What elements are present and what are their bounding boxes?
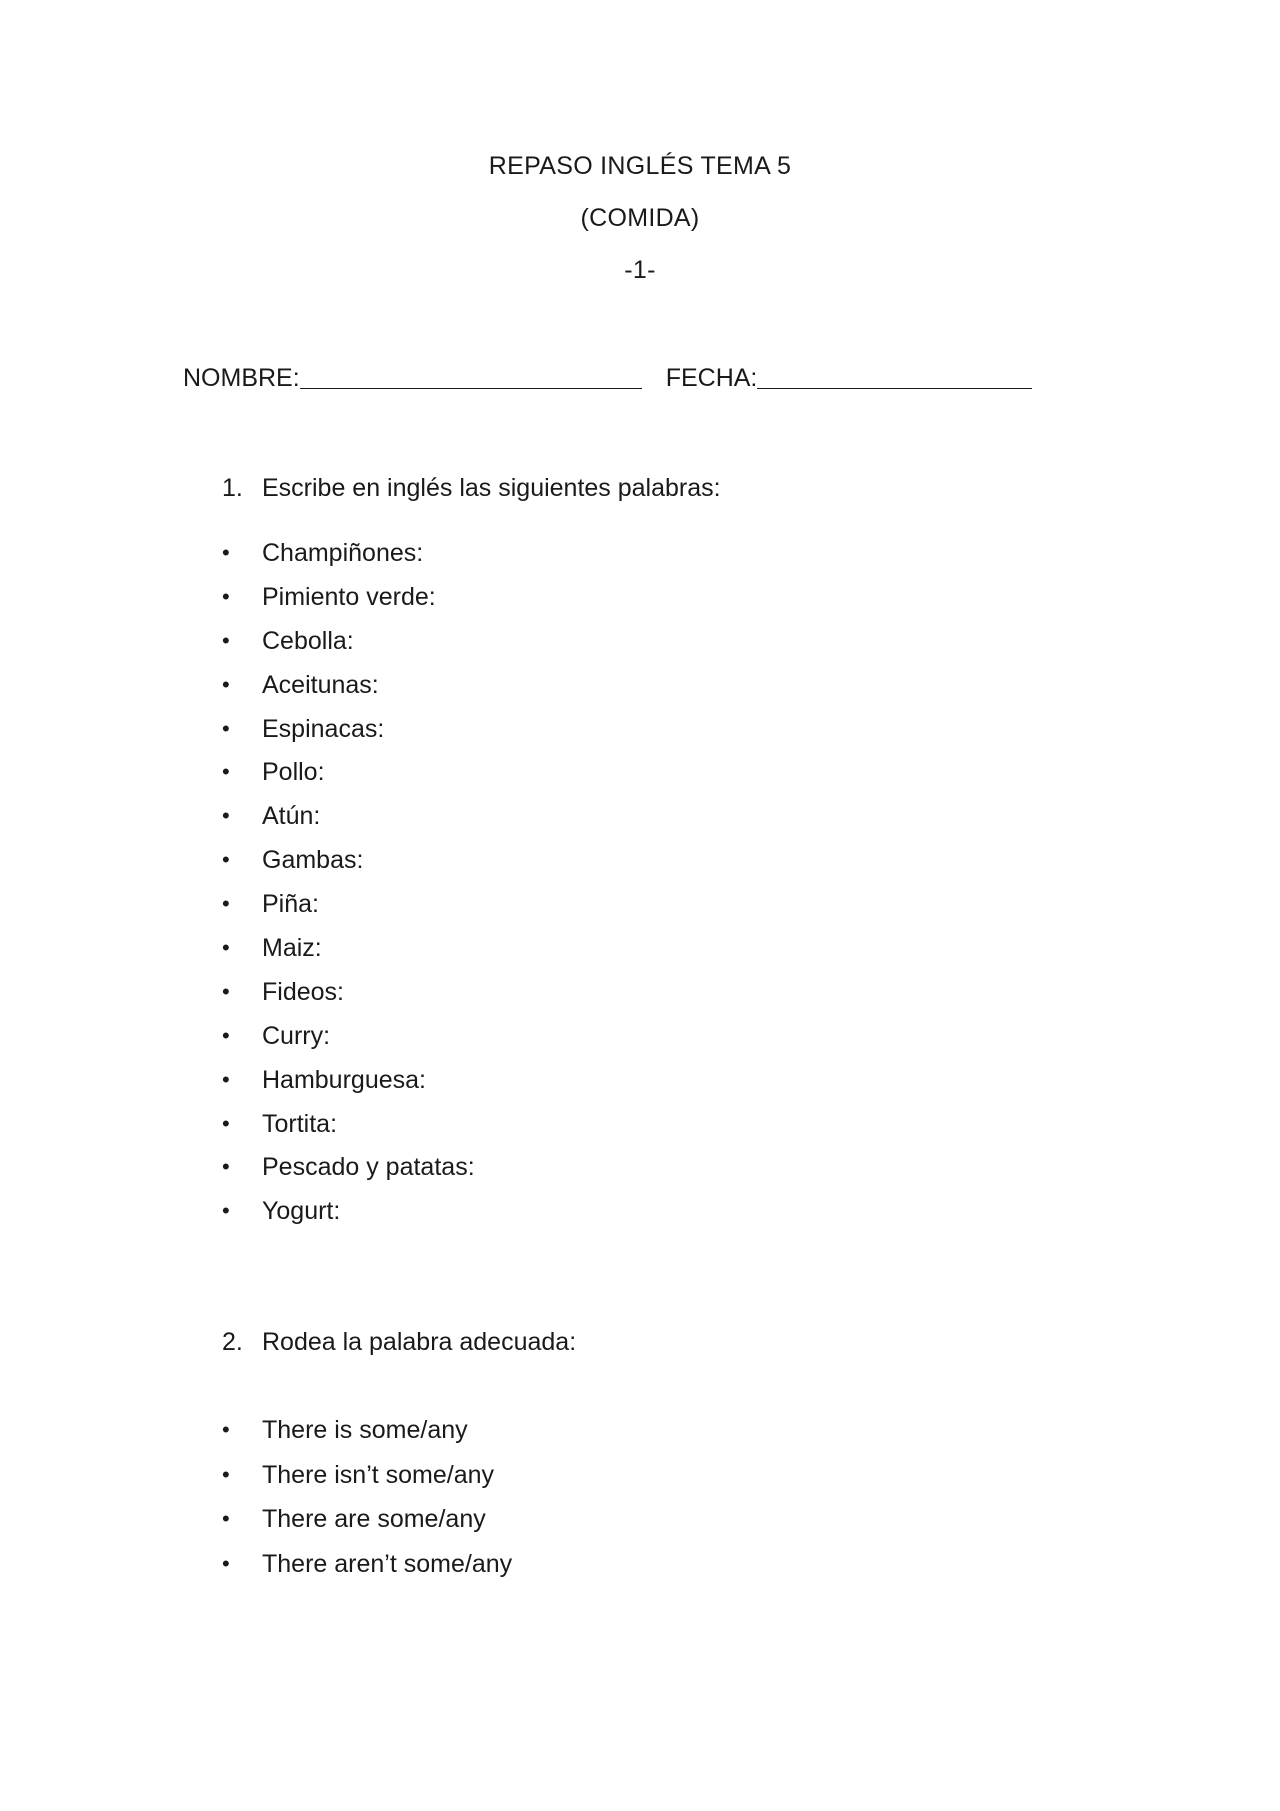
list-item (222, 626, 475, 670)
vocabulary-word: Piña: (262, 890, 319, 919)
question-2-number: 2. (222, 1328, 243, 1356)
bullet-icon: • (222, 715, 230, 741)
list-item (222, 1021, 475, 1065)
list-item (222, 1109, 475, 1153)
vocabulary-word: Espinacas: (262, 714, 385, 743)
vocabulary-word: Cebolla: (262, 626, 354, 655)
list-item (222, 714, 475, 758)
bullet-icon: • (222, 891, 230, 917)
vocabulary-word: Pimiento verde: (262, 582, 436, 611)
bullet-icon: • (222, 627, 230, 653)
bullet-icon: • (222, 803, 230, 829)
name-label: NOMBRE: (183, 364, 300, 392)
bullet-icon: • (222, 935, 230, 961)
grammar-list (222, 1415, 512, 1593)
bullet-icon: • (222, 1110, 230, 1136)
list-item (222, 1549, 512, 1594)
bullet-icon: • (222, 759, 230, 785)
date-blank-line (757, 362, 1032, 389)
list-item (222, 889, 475, 933)
list-item (222, 582, 475, 626)
vocabulary-word: Hamburguesa: (262, 1065, 426, 1094)
bullet-icon: • (222, 847, 230, 873)
list-item (222, 1065, 475, 1109)
list-item (222, 538, 475, 582)
grammar-sentence: There aren’t some/any (262, 1549, 513, 1578)
vocabulary-word: Champiñones: (262, 539, 424, 567)
question-1-instruction: Escribe en inglés las siguientes palabras: (262, 474, 721, 502)
vocabulary-word: Tortita: (262, 1109, 338, 1138)
list-item (222, 801, 475, 845)
list-item (222, 1152, 475, 1196)
bullet-icon: • (222, 583, 230, 609)
list-item (222, 977, 475, 1021)
worksheet-title: REPASO INGLÉS TEMA 5 (488, 152, 792, 180)
bullet-icon: • (222, 1198, 230, 1224)
vocabulary-word: Maiz: (262, 934, 322, 963)
bullet-icon: • (222, 671, 230, 697)
bullet-icon: • (222, 540, 230, 565)
date-label: FECHA: (665, 364, 758, 392)
grammar-sentence: There are some/any (262, 1505, 486, 1533)
bullet-icon: • (222, 1066, 230, 1092)
worksheet-subtitle: (COMIDA) (580, 204, 700, 232)
bullet-icon: • (222, 1417, 230, 1442)
vocabulary-word: Yogurt: (262, 1197, 341, 1226)
vocabulary-word: Pescado y patatas: (262, 1153, 475, 1182)
vocabulary-word: Fideos: (262, 977, 344, 1006)
list-item (222, 757, 475, 801)
student-fields (183, 362, 1032, 393)
vocabulary-word: Aceitunas: (262, 670, 379, 699)
bullet-icon: • (222, 1154, 230, 1180)
bullet-icon: • (222, 1461, 230, 1487)
question-2-instruction: Rodea la palabra adecuada: (262, 1328, 577, 1356)
bullet-icon: • (222, 1022, 230, 1048)
vocabulary-word: Curry: (262, 1021, 331, 1050)
vocabulary-word: Atún: (262, 802, 321, 831)
list-item (222, 1196, 475, 1240)
question-2-heading (222, 1328, 576, 1357)
name-blank-line (300, 362, 642, 389)
list-item (222, 1460, 512, 1505)
vocabulary-list (222, 538, 475, 1240)
bullet-icon: • (222, 1550, 230, 1576)
vocabulary-word: Pollo: (262, 758, 325, 787)
grammar-sentence: There is some/any (262, 1416, 468, 1444)
grammar-sentence: There isn’t some/any (262, 1460, 495, 1489)
bullet-icon: • (222, 978, 230, 1004)
page-number: -1- (624, 256, 656, 284)
list-item (222, 845, 475, 889)
list-item (222, 933, 475, 977)
list-item (222, 670, 475, 714)
bullet-icon: • (222, 1506, 230, 1531)
question-1-number: 1. (222, 474, 243, 502)
list-item (222, 1504, 512, 1549)
vocabulary-word: Gambas: (262, 846, 364, 875)
list-item (222, 1415, 512, 1460)
question-1-heading (222, 474, 721, 503)
